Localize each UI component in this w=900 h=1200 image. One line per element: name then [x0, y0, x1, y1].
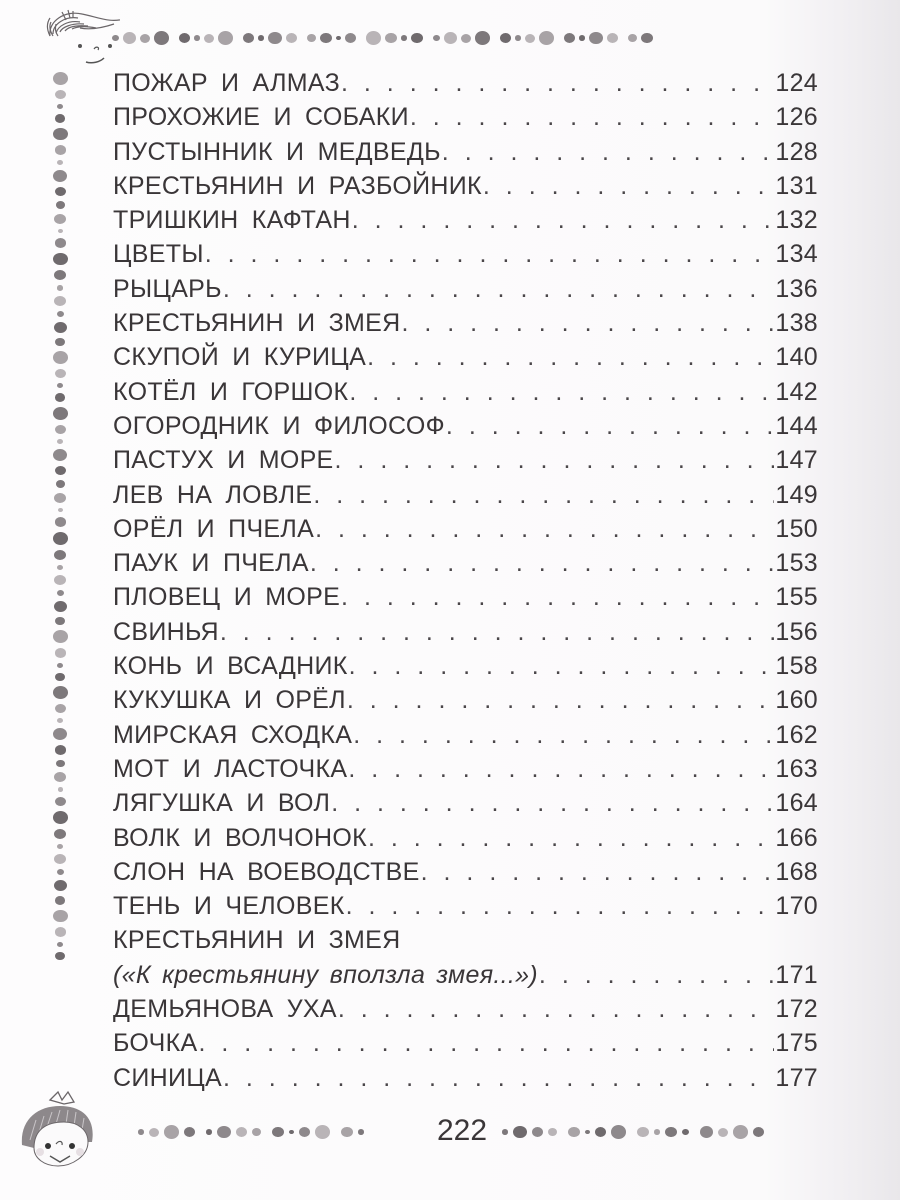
toc-entry-title: РЫЦАРЬ	[113, 274, 222, 303]
toc-dot-leader	[349, 649, 775, 683]
decorative-dot	[57, 311, 64, 317]
toc-entry[interactable]	[113, 923, 818, 957]
toc-dot-leader	[223, 272, 775, 306]
toc-dot-leader	[220, 615, 774, 649]
left-dot-border	[48, 72, 72, 1032]
toc-entry-page: 158	[775, 652, 818, 681]
toc-entry[interactable]	[113, 1026, 818, 1060]
decorative-dot	[53, 253, 68, 266]
decorative-dot	[55, 517, 66, 526]
toc-dot-leader	[368, 821, 774, 855]
decorative-dot	[55, 238, 66, 247]
decorative-dot	[341, 1127, 353, 1138]
decorative-dot	[57, 383, 63, 388]
toc-dot-leader	[338, 992, 775, 1026]
decorative-dot	[57, 718, 63, 723]
toc-dot-leader	[421, 855, 775, 889]
toc-entry-page: 166	[775, 823, 818, 852]
toc-entry[interactable]	[113, 512, 818, 546]
toc-entry-title: СИНИЦА	[113, 1063, 223, 1092]
toc-dot-leader	[352, 203, 775, 237]
decorative-dot	[654, 1129, 660, 1134]
decorative-dot	[682, 1129, 689, 1135]
decorative-dot	[55, 393, 65, 402]
toc-entry[interactable]	[113, 306, 818, 340]
decorative-dot	[289, 1130, 294, 1135]
decorative-dot	[272, 1127, 284, 1138]
decorative-dot	[53, 72, 68, 85]
toc-entry[interactable]	[113, 649, 818, 683]
toc-dot-leader	[347, 683, 775, 717]
toc-entry-page: 134	[775, 240, 818, 269]
decorative-dot	[307, 34, 316, 42]
toc-entry[interactable]	[113, 821, 818, 855]
toc-entry-title: ТЕНЬ И ЧЕЛОВЕК	[113, 892, 345, 921]
decorative-dot	[57, 160, 63, 165]
decorative-dot	[57, 869, 64, 875]
decorative-dot	[532, 1127, 543, 1137]
decorative-dot	[56, 480, 65, 488]
decorative-dot	[56, 760, 65, 768]
decorative-dot	[57, 285, 63, 290]
decorative-dot	[433, 35, 440, 41]
toc-entry-title: КУКУШКА И ОРЁЛ	[113, 686, 346, 715]
decorative-dot	[411, 33, 423, 44]
toc-entry[interactable]	[113, 615, 818, 649]
toc-entry-title: КОНЬ И ВСАДНИК	[113, 652, 348, 681]
toc-entry-title: ДЕМЬЯНОВА УХА	[113, 995, 337, 1024]
decorative-dot	[55, 90, 66, 99]
table-of-contents	[113, 66, 818, 1095]
toc-entry-title: КОТЁЛ И ГОРШОК	[113, 377, 349, 406]
toc-dot-leader	[410, 100, 775, 134]
toc-entry[interactable]	[113, 752, 818, 786]
toc-dot-leader	[483, 169, 774, 203]
toc-entry-page: 160	[775, 686, 818, 715]
decorative-dot	[55, 952, 65, 961]
decorative-dot	[56, 201, 65, 209]
decorative-dot	[53, 170, 67, 182]
toc-entry-page: 124	[775, 69, 818, 97]
toc-dot-leader	[348, 752, 774, 786]
toc-dot-leader	[310, 546, 775, 580]
toc-entry-page: 156	[775, 617, 818, 646]
toc-entry-page: 164	[775, 789, 818, 818]
decorative-dot	[54, 493, 66, 503]
decorative-dot	[54, 829, 66, 839]
toc-entry[interactable]	[113, 375, 818, 409]
decorative-dot	[53, 407, 68, 420]
toc-dot-leader	[346, 889, 775, 923]
toc-entry[interactable]	[113, 237, 818, 271]
toc-dot-leader	[401, 306, 774, 340]
decorative-dot	[53, 532, 68, 545]
decorative-dot	[149, 1128, 159, 1137]
girl-face-bottom-icon	[12, 1090, 122, 1170]
decorative-dot	[55, 797, 66, 806]
toc-entry-page: 175	[775, 1029, 818, 1058]
decorative-dot	[55, 145, 66, 154]
decorative-dot	[366, 31, 381, 45]
decorative-dot	[58, 508, 63, 512]
toc-entry-title: СКУПОЙ И КУРИЦА	[113, 343, 367, 372]
toc-entry-page: 126	[775, 103, 818, 132]
toc-entry-title: ТРИШКИН КАФТАН	[113, 206, 351, 235]
toc-entry-page: 142	[775, 377, 818, 406]
toc-dot-leader	[315, 512, 774, 546]
decorative-dot	[320, 33, 332, 44]
decorative-dot	[57, 439, 63, 444]
toc-dot-leader	[313, 478, 774, 512]
decorative-dot	[700, 1126, 713, 1138]
decorative-dot	[55, 927, 66, 936]
decorative-dot	[54, 214, 66, 224]
decorative-dot	[53, 128, 68, 141]
decorative-dot	[55, 673, 65, 682]
decorative-dot	[184, 1127, 195, 1137]
toc-entry-page: 144	[775, 411, 818, 440]
toc-entry-page: 136	[775, 274, 818, 303]
decorative-dot	[55, 425, 66, 434]
girl-face-top-icon	[20, 6, 120, 66]
toc-entry-page: 155	[775, 583, 818, 612]
decorative-dot	[55, 187, 66, 196]
toc-entry[interactable]	[113, 1061, 818, 1095]
decorative-dot	[336, 36, 341, 41]
toc-entry[interactable]	[113, 992, 818, 1026]
decorative-dot	[611, 1125, 626, 1139]
toc-entry-title: СЛОН НА ВОЕВОДСТВЕ	[113, 857, 420, 886]
toc-entry-page: 147	[775, 446, 818, 475]
toc-entry-title: ПЛОВЕЦ И МОРЕ	[113, 583, 341, 612]
toc-entry[interactable]	[113, 855, 818, 889]
decorative-dot	[585, 1130, 590, 1135]
toc-entry[interactable]	[113, 443, 818, 477]
toc-entry-page: 168	[775, 857, 818, 886]
decorative-dot	[579, 35, 585, 40]
decorative-dot	[718, 1128, 728, 1137]
toc-dot-leader	[341, 66, 774, 100]
decorative-dot	[589, 32, 603, 45]
decorative-dot	[55, 369, 66, 378]
toc-entry-page: 171	[775, 960, 818, 989]
toc-entry[interactable]	[113, 683, 818, 717]
decorative-dot	[53, 449, 67, 461]
toc-dot-leader	[539, 958, 774, 992]
toc-entry-page: 150	[775, 514, 818, 543]
decorative-dot	[154, 31, 169, 45]
decorative-dot	[358, 1129, 364, 1134]
decorative-dot	[315, 1125, 330, 1139]
decorative-dot	[444, 32, 457, 44]
decorative-dot	[55, 466, 66, 475]
decorative-dot	[54, 270, 66, 280]
toc-entry-title: ВОЛК И ВОЛЧОНОК	[113, 823, 367, 852]
toc-entry-title: КРЕСТЬЯНИН И ЗМЕЯ	[113, 926, 401, 955]
decorative-dot	[268, 32, 282, 45]
decorative-dot	[179, 33, 190, 43]
toc-dot-leader	[331, 786, 774, 820]
decorative-dot	[138, 1129, 144, 1134]
decorative-dot	[258, 35, 264, 40]
decorative-dot	[112, 35, 119, 41]
toc-entry-title: ПОЖАР И АЛМАЗ	[113, 69, 341, 97]
decorative-dot	[206, 1129, 212, 1134]
page-number: 222	[436, 1114, 488, 1147]
decorative-dot	[513, 1126, 527, 1139]
decorative-dot	[194, 35, 200, 40]
toc-entry[interactable]	[113, 478, 818, 512]
decorative-dot	[286, 33, 297, 43]
toc-entry-page: 140	[775, 343, 818, 372]
decorative-dot	[568, 1127, 580, 1138]
toc-dot-leader	[349, 375, 774, 409]
decorative-dot	[607, 33, 618, 43]
toc-entry-title: МОТ И ЛАСТОЧКА	[113, 754, 348, 783]
toc-entry-title: ЛЯГУШКА И ВОЛ	[113, 789, 331, 818]
toc-entry-page: 170	[775, 892, 818, 921]
toc-entry[interactable]	[113, 786, 818, 820]
toc-entry-page: 162	[775, 720, 818, 749]
decorative-dot	[54, 322, 67, 333]
decorative-dot	[54, 854, 66, 864]
bottom-dot-border-left	[138, 1120, 364, 1144]
decorative-dot	[204, 34, 214, 43]
toc-entry-title: КРЕСТЬЯНИН И ЗМЕЯ	[113, 309, 401, 338]
decorative-dot	[53, 630, 68, 643]
toc-entry[interactable]	[113, 169, 818, 203]
toc-entry[interactable]	[113, 889, 818, 923]
decorative-dot	[57, 104, 63, 109]
decorative-dot	[164, 1125, 179, 1139]
toc-dot-leader	[335, 443, 775, 477]
decorative-dot	[55, 648, 66, 657]
toc-entry[interactable]	[113, 340, 818, 374]
toc-dot-leader	[205, 237, 775, 271]
decorative-dot	[55, 704, 66, 713]
decorative-dot	[123, 32, 136, 44]
decorative-dot	[252, 1128, 261, 1136]
toc-entry[interactable]	[113, 718, 818, 752]
decorative-dot	[564, 33, 575, 43]
decorative-dot	[57, 844, 63, 849]
toc-entry[interactable]	[113, 135, 818, 169]
toc-entry-page: 132	[775, 206, 818, 235]
toc-entry-title: ЦВЕТЫ	[113, 240, 204, 269]
toc-entry-title: ОГОРОДНИК И ФИЛОСОФ	[113, 411, 445, 440]
decorative-dot	[401, 35, 407, 40]
toc-entry-title: БОЧКА	[113, 1029, 198, 1058]
decorative-dot	[539, 31, 554, 45]
toc-entry-title: КРЕСТЬЯНИН И РАЗБОЙНИК	[113, 171, 482, 200]
decorative-dot	[548, 1128, 557, 1136]
decorative-dot	[345, 33, 356, 43]
toc-entry-title: ОРЁЛ И ПЧЕЛА	[113, 514, 315, 543]
toc-entry[interactable]	[113, 958, 818, 992]
toc-entry[interactable]	[113, 409, 818, 443]
decorative-dot	[54, 296, 66, 306]
decorative-dot	[54, 550, 66, 560]
decorative-dot	[57, 663, 63, 668]
decorative-dot	[58, 229, 63, 233]
decorative-dot	[461, 34, 471, 43]
toc-entry-page: 138	[775, 309, 818, 338]
toc-entry-page: 177	[775, 1063, 818, 1092]
decorative-dot	[217, 1126, 231, 1139]
decorative-dot	[641, 33, 653, 44]
decorative-dot	[53, 910, 68, 923]
toc-entry-title: ПУСТЫННИК И МЕДВЕДЬ	[113, 137, 441, 166]
toc-entry-title: ПАУК И ПЧЕЛА	[113, 549, 309, 578]
decorative-dot	[54, 575, 66, 585]
decorative-dot	[53, 686, 68, 699]
decorative-dot	[525, 34, 535, 43]
decorative-dot	[54, 772, 66, 782]
decorative-dot	[502, 1129, 508, 1134]
toc-entry-page: 153	[775, 549, 818, 578]
decorative-dot	[55, 114, 65, 123]
toc-entry-title: ПРОХОЖИЕ И СОБАКИ	[113, 103, 409, 132]
toc-dot-leader	[442, 135, 775, 169]
decorative-dot	[53, 351, 68, 364]
decorative-dot	[753, 1127, 764, 1137]
decorative-dot	[595, 1127, 606, 1137]
toc-dot-leader	[223, 1061, 774, 1095]
decorative-dot	[665, 1127, 677, 1138]
decorative-dot	[236, 1127, 247, 1137]
decorative-dot	[55, 745, 66, 754]
decorative-dot	[140, 34, 150, 43]
toc-dot-leader	[353, 718, 774, 752]
toc-entry[interactable]	[113, 100, 818, 134]
toc-entry-title: ПАСТУХ И МОРЕ	[113, 446, 334, 475]
toc-entry-page: 131	[775, 171, 818, 200]
bottom-dot-border-right	[502, 1120, 770, 1144]
toc-entry[interactable]	[113, 272, 818, 306]
decorative-dot	[53, 728, 67, 740]
toc-entry[interactable]	[113, 580, 818, 614]
toc-entry-page: 163	[775, 754, 818, 783]
toc-dot-leader	[198, 1026, 774, 1060]
toc-entry-title: МИРСКАЯ СХОДКА	[113, 720, 353, 749]
decorative-dot	[515, 35, 521, 40]
decorative-dot	[57, 590, 64, 596]
decorative-dot	[57, 942, 63, 947]
toc-entry-page: 128	[775, 137, 818, 166]
decorative-dot	[53, 811, 68, 824]
toc-dot-leader	[341, 580, 774, 614]
decorative-dot	[55, 338, 65, 347]
decorative-dot	[54, 880, 67, 891]
decorative-dot	[628, 34, 637, 42]
toc-entry-title: ЛЕВ НА ЛОВЛЕ	[113, 480, 313, 509]
decorative-dot	[500, 33, 511, 43]
decorative-dot	[637, 1127, 649, 1138]
decorative-dot	[243, 33, 254, 43]
toc-dot-leader	[446, 409, 774, 443]
toc-entry-page: 172	[775, 995, 818, 1024]
toc-entry[interactable]	[113, 203, 818, 237]
decorative-dot	[385, 33, 397, 44]
decorative-dot	[733, 1125, 748, 1139]
toc-entry[interactable]	[113, 66, 818, 100]
toc-dot-leader	[367, 340, 774, 374]
decorative-dot	[55, 617, 65, 626]
toc-entry-title: («К крестьянину вползла змея...»)	[113, 960, 538, 989]
decorative-dot	[299, 1127, 310, 1137]
decorative-dot	[55, 896, 65, 905]
decorative-dot	[218, 31, 233, 45]
toc-entry[interactable]	[113, 546, 818, 580]
decorative-dot	[57, 565, 63, 570]
decorative-dot	[58, 787, 63, 791]
toc-entry-page: 149	[775, 480, 818, 509]
toc-entry-title: СВИНЬЯ	[113, 617, 219, 646]
decorative-dot	[475, 31, 490, 45]
decorative-dot	[54, 601, 67, 612]
top-dot-border	[112, 28, 792, 48]
